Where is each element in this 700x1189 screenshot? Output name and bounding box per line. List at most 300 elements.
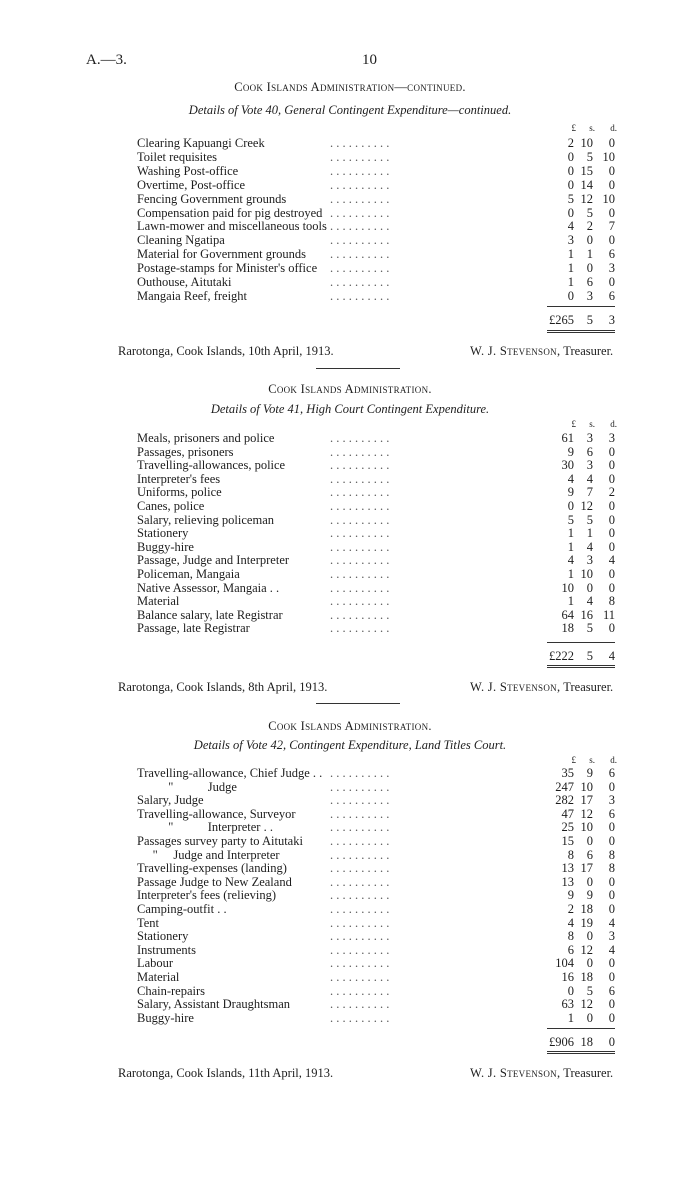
leader-dots: . . . . . . . . . . bbox=[330, 956, 390, 971]
amount-pence: 0 bbox=[608, 526, 615, 541]
total-shillings: 18 bbox=[580, 1035, 593, 1049]
amount-shillings: 12 bbox=[580, 191, 593, 206]
item-description: Mangaia Reef, freight bbox=[137, 288, 248, 303]
item-description: Stationery bbox=[137, 929, 189, 944]
item-description: Fencing Government grounds bbox=[137, 191, 287, 206]
amount-pence: 0 bbox=[608, 874, 615, 889]
expenditure-row bbox=[0, 136, 700, 150]
column-header: d. bbox=[610, 419, 617, 429]
footer-signature bbox=[470, 680, 613, 695]
item-description: Instruments bbox=[137, 942, 197, 957]
amount-pence: 0 bbox=[608, 820, 615, 835]
item-description: Canes, police bbox=[137, 499, 205, 513]
leader-dots: . . . . . . . . . . bbox=[330, 191, 390, 206]
item-description: Salary, Assistant Draughtsman bbox=[137, 997, 290, 1012]
amount-pence: 10 bbox=[602, 149, 615, 164]
amount-pence: 4 bbox=[608, 915, 615, 930]
section-title: Cook Islands Administration—continued. bbox=[234, 80, 466, 94]
amount-pounds: 4 bbox=[567, 553, 574, 568]
amount-pounds: 8 bbox=[567, 929, 574, 944]
expenditure-row bbox=[0, 192, 700, 206]
amount-pounds: 4 bbox=[567, 471, 574, 486]
amount-pence: 0 bbox=[608, 888, 615, 903]
amount-pounds: 47 bbox=[561, 806, 574, 821]
amount-shillings: 9 bbox=[586, 888, 593, 903]
leader-dots: . . . . . . . . . . bbox=[330, 458, 390, 473]
amount-pence: 3 bbox=[608, 261, 615, 276]
total-rule bbox=[547, 1028, 615, 1029]
expenditure-row bbox=[0, 540, 700, 554]
amount-pence: 0 bbox=[608, 233, 615, 248]
amount-shillings: 19 bbox=[580, 915, 593, 930]
leader-dots: . . . . . . . . . . bbox=[330, 766, 390, 780]
leader-dots: . . . . . . . . . . bbox=[330, 288, 390, 303]
expenditure-row bbox=[0, 219, 700, 233]
amount-pounds: 2 bbox=[567, 136, 574, 150]
expenditure-row bbox=[0, 247, 700, 261]
signatory-role: Treasurer. bbox=[563, 344, 614, 358]
total-double-rule bbox=[547, 1051, 615, 1054]
amount-shillings: 0 bbox=[586, 929, 593, 944]
amount-pounds: 3 bbox=[567, 233, 574, 248]
amount-pounds: 282 bbox=[555, 793, 574, 808]
expenditure-row bbox=[0, 807, 700, 821]
expenditure-row bbox=[0, 793, 700, 807]
total-pence: 3 bbox=[608, 313, 615, 327]
amount-shillings: 2 bbox=[586, 219, 593, 234]
amount-pence: 0 bbox=[608, 580, 615, 595]
amount-shillings: 6 bbox=[586, 847, 593, 862]
expenditure-row bbox=[0, 997, 700, 1011]
item-description: Travelling-expenses (landing) bbox=[137, 861, 287, 876]
expenditure-row bbox=[0, 275, 700, 289]
signatory-name: W. J. Stevenson, bbox=[470, 680, 561, 694]
expenditure-row bbox=[0, 485, 700, 499]
expenditure-row bbox=[0, 1011, 700, 1025]
amount-pence: 0 bbox=[608, 621, 615, 636]
footer-place-date: Rarotonga, Cook Islands, 8th April, 1913. bbox=[118, 680, 328, 694]
amount-pence: 6 bbox=[608, 983, 615, 998]
amount-pounds: 9 bbox=[567, 485, 574, 500]
item-description: Material for Government grounds bbox=[137, 247, 307, 262]
total-shillings: 5 bbox=[586, 649, 593, 663]
item-description: Toilet requisites bbox=[137, 149, 218, 164]
leader-dots: . . . . . . . . . . bbox=[330, 983, 390, 998]
leader-dots: . . . . . . . . . . bbox=[330, 499, 390, 513]
amount-pounds: 104 bbox=[555, 956, 574, 971]
item-description: Clearing Kapuangi Creek bbox=[137, 136, 265, 150]
expenditure-row bbox=[0, 621, 700, 635]
leader-dots: . . . . . . . . . . bbox=[330, 580, 390, 595]
amount-pounds: 5 bbox=[567, 191, 574, 206]
leader-dots: . . . . . . . . . . bbox=[330, 607, 390, 622]
expenditure-row bbox=[0, 608, 700, 622]
total-pounds: £906 bbox=[549, 1035, 574, 1049]
expenditure-row bbox=[0, 164, 700, 178]
item-description: Policeman, Mangaia bbox=[137, 567, 240, 581]
expenditure-row bbox=[0, 526, 700, 540]
amount-shillings: 5 bbox=[586, 983, 593, 998]
amount-pence: 11 bbox=[602, 607, 615, 622]
amount-pounds: 5 bbox=[567, 512, 574, 527]
amount-pounds: 247 bbox=[555, 779, 574, 794]
amount-pence: 4 bbox=[608, 553, 615, 568]
leader-dots: . . . . . . . . . . bbox=[330, 834, 390, 848]
item-description: Material bbox=[137, 594, 180, 609]
leader-dots: . . . . . . . . . . bbox=[330, 806, 390, 821]
item-description: Passages survey party to Aitutaki bbox=[137, 834, 303, 848]
leader-dots: . . . . . . . . . . bbox=[330, 915, 390, 930]
amount-pounds: 1 bbox=[567, 526, 574, 541]
total-rule bbox=[547, 306, 615, 307]
expenditure-row bbox=[0, 581, 700, 595]
amount-shillings: 10 bbox=[580, 567, 593, 581]
amount-pounds: 25 bbox=[561, 820, 574, 835]
expenditure-row bbox=[0, 888, 700, 902]
leader-dots: . . . . . . . . . . bbox=[330, 163, 390, 178]
amount-pence: 0 bbox=[608, 970, 615, 984]
amount-pence: 6 bbox=[608, 288, 615, 303]
item-description: Travelling-allowances, police bbox=[137, 458, 286, 473]
page-number: 10 bbox=[362, 52, 377, 68]
expenditure-row bbox=[0, 984, 700, 998]
total-pounds: £265 bbox=[549, 313, 574, 327]
leader-dots: . . . . . . . . . . bbox=[330, 567, 390, 581]
leader-dots: . . . . . . . . . . bbox=[330, 275, 390, 289]
amount-pence: 0 bbox=[608, 163, 615, 178]
leader-dots: . . . . . . . . . . bbox=[330, 929, 390, 944]
amount-pounds: 1 bbox=[567, 567, 574, 581]
amount-pence: 0 bbox=[608, 834, 615, 848]
amount-pounds: 4 bbox=[567, 915, 574, 930]
amount-shillings: 5 bbox=[586, 512, 593, 527]
column-header: s. bbox=[589, 755, 595, 765]
item-description: Native Assessor, Mangaia . . bbox=[137, 580, 280, 595]
leader-dots: . . . . . . . . . . bbox=[330, 621, 390, 636]
amount-pence: 6 bbox=[608, 247, 615, 262]
amount-pounds: 0 bbox=[567, 149, 574, 164]
column-header: s. bbox=[589, 123, 595, 133]
column-header: d. bbox=[610, 123, 617, 133]
item-description: Camping-outfit . . bbox=[137, 902, 227, 916]
amount-pounds: 9 bbox=[567, 888, 574, 903]
expenditure-row bbox=[0, 848, 700, 862]
amount-pence: 4 bbox=[608, 942, 615, 957]
signatory-role: Treasurer. bbox=[563, 680, 614, 694]
item-description: " Interpreter . . bbox=[137, 820, 273, 835]
expenditure-row bbox=[0, 261, 700, 275]
expenditure-row bbox=[0, 902, 700, 916]
expenditure-row bbox=[0, 553, 700, 567]
total-pounds: £222 bbox=[549, 649, 574, 663]
expenditure-row bbox=[0, 472, 700, 486]
item-description: Travelling-allowance, Chief Judge . . bbox=[137, 766, 323, 780]
amount-pounds: 1 bbox=[567, 275, 574, 289]
leader-dots: . . . . . . . . . . bbox=[330, 431, 390, 445]
item-description: Compensation paid for pig destroyed bbox=[137, 205, 323, 220]
item-description: Balance salary, late Registrar bbox=[137, 607, 283, 622]
amount-pounds: 15 bbox=[561, 834, 574, 848]
expenditure-row bbox=[0, 499, 700, 513]
expenditure-row bbox=[0, 458, 700, 472]
column-header: s. bbox=[589, 419, 595, 429]
expenditure-row bbox=[0, 820, 700, 834]
amount-pence: 0 bbox=[608, 779, 615, 794]
item-description: " Judge bbox=[137, 779, 237, 794]
amount-shillings: 10 bbox=[580, 136, 593, 150]
amount-shillings: 9 bbox=[586, 766, 593, 780]
amount-pence: 3 bbox=[608, 793, 615, 808]
amount-shillings: 6 bbox=[586, 275, 593, 289]
leader-dots: . . . . . . . . . . bbox=[330, 902, 390, 916]
leader-dots: . . . . . . . . . . bbox=[330, 261, 390, 276]
item-description: Passage, late Registrar bbox=[137, 621, 250, 636]
item-description: Meals, prisoners and police bbox=[137, 431, 275, 445]
amount-pounds: 0 bbox=[567, 288, 574, 303]
amount-pence: 0 bbox=[608, 539, 615, 554]
amount-shillings: 0 bbox=[586, 956, 593, 971]
amount-shillings: 4 bbox=[586, 594, 593, 609]
section-separator bbox=[316, 368, 400, 369]
amount-pounds: 2 bbox=[567, 902, 574, 916]
amount-shillings: 16 bbox=[580, 607, 593, 622]
footer-signature bbox=[470, 1066, 613, 1081]
amount-pence: 0 bbox=[608, 458, 615, 473]
section-subtitle: Details of Vote 42, Contingent Expenditure, Land Titles Court. bbox=[193, 738, 507, 752]
amount-pence: 0 bbox=[608, 275, 615, 289]
leader-dots: . . . . . . . . . . bbox=[330, 205, 390, 220]
amount-pounds: 1 bbox=[567, 1010, 574, 1025]
amount-pounds: 0 bbox=[567, 983, 574, 998]
amount-shillings: 7 bbox=[586, 485, 593, 500]
item-description: Travelling-allowance, Surveyor bbox=[137, 806, 296, 821]
total-double-rule bbox=[547, 330, 615, 333]
leader-dots: . . . . . . . . . . bbox=[330, 847, 390, 862]
amount-shillings: 5 bbox=[586, 205, 593, 220]
leader-dots: . . . . . . . . . . bbox=[330, 471, 390, 486]
leader-dots: . . . . . . . . . . bbox=[330, 233, 390, 248]
expenditure-row bbox=[0, 178, 700, 192]
item-description: Cleaning Ngatipa bbox=[137, 233, 225, 248]
item-description: " Judge and Interpreter bbox=[137, 847, 280, 862]
amount-pence: 0 bbox=[608, 136, 615, 150]
expenditure-row bbox=[0, 929, 700, 943]
expenditure-row bbox=[0, 594, 700, 608]
expenditure-row bbox=[0, 861, 700, 875]
expenditure-row bbox=[0, 956, 700, 970]
amount-pence: 3 bbox=[608, 929, 615, 944]
amount-pence: 7 bbox=[608, 219, 615, 234]
expenditure-row bbox=[0, 445, 700, 459]
signatory-name: W. J. Stevenson, bbox=[470, 344, 561, 358]
amount-shillings: 0 bbox=[586, 580, 593, 595]
leader-dots: . . . . . . . . . . bbox=[330, 444, 390, 459]
amount-shillings: 0 bbox=[586, 1010, 593, 1025]
total-rule bbox=[547, 642, 615, 643]
amount-pence: 0 bbox=[608, 997, 615, 1012]
amount-pence: 0 bbox=[608, 956, 615, 971]
expenditure-row bbox=[0, 780, 700, 794]
amount-shillings: 15 bbox=[580, 163, 593, 178]
amount-pounds: 0 bbox=[567, 499, 574, 513]
expenditure-row bbox=[0, 970, 700, 984]
amount-pounds: 35 bbox=[561, 766, 574, 780]
amount-pounds: 16 bbox=[561, 970, 574, 984]
column-header: d. bbox=[610, 755, 617, 765]
column-header: £ bbox=[571, 755, 576, 765]
amount-shillings: 4 bbox=[586, 471, 593, 486]
amount-pence: 0 bbox=[608, 1010, 615, 1025]
amount-shillings: 17 bbox=[580, 861, 593, 876]
leader-dots: . . . . . . . . . . bbox=[330, 779, 390, 794]
amount-shillings: 1 bbox=[586, 247, 593, 262]
leader-dots: . . . . . . . . . . bbox=[330, 219, 390, 234]
item-description: Uniforms, police bbox=[137, 485, 222, 500]
expenditure-row bbox=[0, 834, 700, 848]
item-description: Passage Judge to New Zealand bbox=[137, 874, 292, 889]
expenditure-row bbox=[0, 766, 700, 780]
amount-pence: 10 bbox=[602, 191, 615, 206]
amount-pence: 0 bbox=[608, 177, 615, 192]
amount-pence: 8 bbox=[608, 594, 615, 609]
item-description: Passages, prisoners bbox=[137, 444, 234, 459]
amount-pounds: 0 bbox=[567, 177, 574, 192]
total-row bbox=[0, 1034, 700, 1050]
amount-pence: 0 bbox=[608, 471, 615, 486]
amount-shillings: 5 bbox=[586, 621, 593, 636]
amount-pounds: 1 bbox=[567, 594, 574, 609]
item-description: Lawn-mower and miscellaneous tools bbox=[137, 219, 327, 234]
item-description: Overtime, Post-office bbox=[137, 177, 246, 192]
expenditure-row bbox=[0, 150, 700, 164]
total-pence: 4 bbox=[608, 649, 615, 663]
amount-pounds: 1 bbox=[567, 261, 574, 276]
amount-shillings: 0 bbox=[586, 261, 593, 276]
leader-dots: . . . . . . . . . . bbox=[330, 861, 390, 876]
amount-shillings: 3 bbox=[586, 431, 593, 445]
amount-shillings: 17 bbox=[580, 793, 593, 808]
total-row bbox=[0, 648, 700, 664]
item-description: Buggy-hire bbox=[137, 1010, 194, 1025]
amount-pence: 0 bbox=[608, 499, 615, 513]
item-description: Postage-stamps for Minister's office bbox=[137, 261, 318, 276]
expenditure-row bbox=[0, 206, 700, 220]
leader-dots: . . . . . . . . . . bbox=[330, 512, 390, 527]
expenditure-row bbox=[0, 431, 700, 445]
footer-place-date: Rarotonga, Cook Islands, 10th April, 1913. bbox=[118, 344, 334, 358]
item-description: Interpreter's fees (relieving) bbox=[137, 888, 276, 903]
amount-shillings: 3 bbox=[586, 458, 593, 473]
amount-shillings: 14 bbox=[580, 177, 593, 192]
amount-shillings: 0 bbox=[586, 233, 593, 248]
leader-dots: . . . . . . . . . . bbox=[330, 874, 390, 889]
amount-shillings: 10 bbox=[580, 779, 593, 794]
amount-pounds: 0 bbox=[567, 205, 574, 220]
amount-shillings: 6 bbox=[586, 444, 593, 459]
footer-signature bbox=[470, 344, 613, 359]
item-description: Material bbox=[137, 970, 180, 984]
expenditure-row bbox=[0, 513, 700, 527]
item-description: Buggy-hire bbox=[137, 539, 194, 554]
amount-pounds: 63 bbox=[561, 997, 574, 1012]
section-subtitle: Details of Vote 40, General Contingent Expenditure—continued. bbox=[188, 103, 512, 117]
leader-dots: . . . . . . . . . . bbox=[330, 553, 390, 568]
amount-pence: 8 bbox=[608, 847, 615, 862]
page-section-code: A.—3. bbox=[86, 52, 127, 68]
section-subtitle: Details of Vote 41, High Court Contingent Expenditure. bbox=[210, 402, 490, 416]
expenditure-row bbox=[0, 289, 700, 303]
leader-dots: . . . . . . . . . . bbox=[330, 888, 390, 903]
column-header: £ bbox=[571, 419, 576, 429]
amount-pence: 0 bbox=[608, 567, 615, 581]
expenditure-row bbox=[0, 567, 700, 581]
total-row bbox=[0, 312, 700, 328]
item-description: Labour bbox=[137, 956, 174, 971]
amount-shillings: 0 bbox=[586, 874, 593, 889]
amount-pounds: 64 bbox=[561, 607, 574, 622]
amount-pounds: 4 bbox=[567, 219, 574, 234]
leader-dots: . . . . . . . . . . bbox=[330, 247, 390, 262]
amount-pounds: 13 bbox=[561, 874, 574, 889]
amount-shillings: 10 bbox=[580, 820, 593, 835]
section-title: Cook Islands Administration. bbox=[268, 382, 432, 396]
amount-pounds: 0 bbox=[567, 163, 574, 178]
amount-shillings: 3 bbox=[586, 553, 593, 568]
amount-shillings: 12 bbox=[580, 806, 593, 821]
leader-dots: . . . . . . . . . . bbox=[330, 485, 390, 500]
item-description: Outhouse, Aitutaki bbox=[137, 275, 232, 289]
leader-dots: . . . . . . . . . . bbox=[330, 526, 390, 541]
amount-pence: 0 bbox=[608, 205, 615, 220]
leader-dots: . . . . . . . . . . bbox=[330, 1010, 390, 1025]
amount-shillings: 18 bbox=[580, 902, 593, 916]
amount-shillings: 4 bbox=[586, 539, 593, 554]
amount-pounds: 9 bbox=[567, 444, 574, 459]
item-description: Interpreter's fees bbox=[137, 471, 221, 486]
amount-pounds: 10 bbox=[561, 580, 574, 595]
signatory-name: W. J. Stevenson, bbox=[470, 1066, 561, 1080]
amount-pence: 6 bbox=[608, 806, 615, 821]
amount-pence: 6 bbox=[608, 766, 615, 780]
signatory-role: Treasurer. bbox=[563, 1066, 614, 1080]
amount-shillings: 12 bbox=[580, 997, 593, 1012]
item-description: Washing Post-office bbox=[137, 163, 239, 178]
leader-dots: . . . . . . . . . . bbox=[330, 820, 390, 835]
amount-pence: 0 bbox=[608, 902, 615, 916]
amount-pounds: 30 bbox=[561, 458, 574, 473]
section-title: Cook Islands Administration. bbox=[268, 719, 432, 733]
amount-shillings: 12 bbox=[580, 942, 593, 957]
amount-pence: 8 bbox=[608, 861, 615, 876]
amount-shillings: 0 bbox=[586, 834, 593, 848]
total-pence: 0 bbox=[608, 1035, 615, 1049]
leader-dots: . . . . . . . . . . bbox=[330, 149, 390, 164]
column-header: £ bbox=[571, 123, 576, 133]
amount-pounds: 1 bbox=[567, 539, 574, 554]
amount-pounds: 1 bbox=[567, 247, 574, 262]
leader-dots: . . . . . . . . . . bbox=[330, 942, 390, 957]
section-separator bbox=[316, 703, 400, 704]
amount-shillings: 5 bbox=[586, 149, 593, 164]
amount-pence: 2 bbox=[608, 485, 615, 500]
leader-dots: . . . . . . . . . . bbox=[330, 970, 390, 984]
total-double-rule bbox=[547, 665, 615, 668]
amount-pence: 0 bbox=[608, 444, 615, 459]
total-shillings: 5 bbox=[586, 313, 593, 327]
item-description: Tent bbox=[137, 915, 160, 930]
expenditure-row bbox=[0, 943, 700, 957]
leader-dots: . . . . . . . . . . bbox=[330, 997, 390, 1012]
